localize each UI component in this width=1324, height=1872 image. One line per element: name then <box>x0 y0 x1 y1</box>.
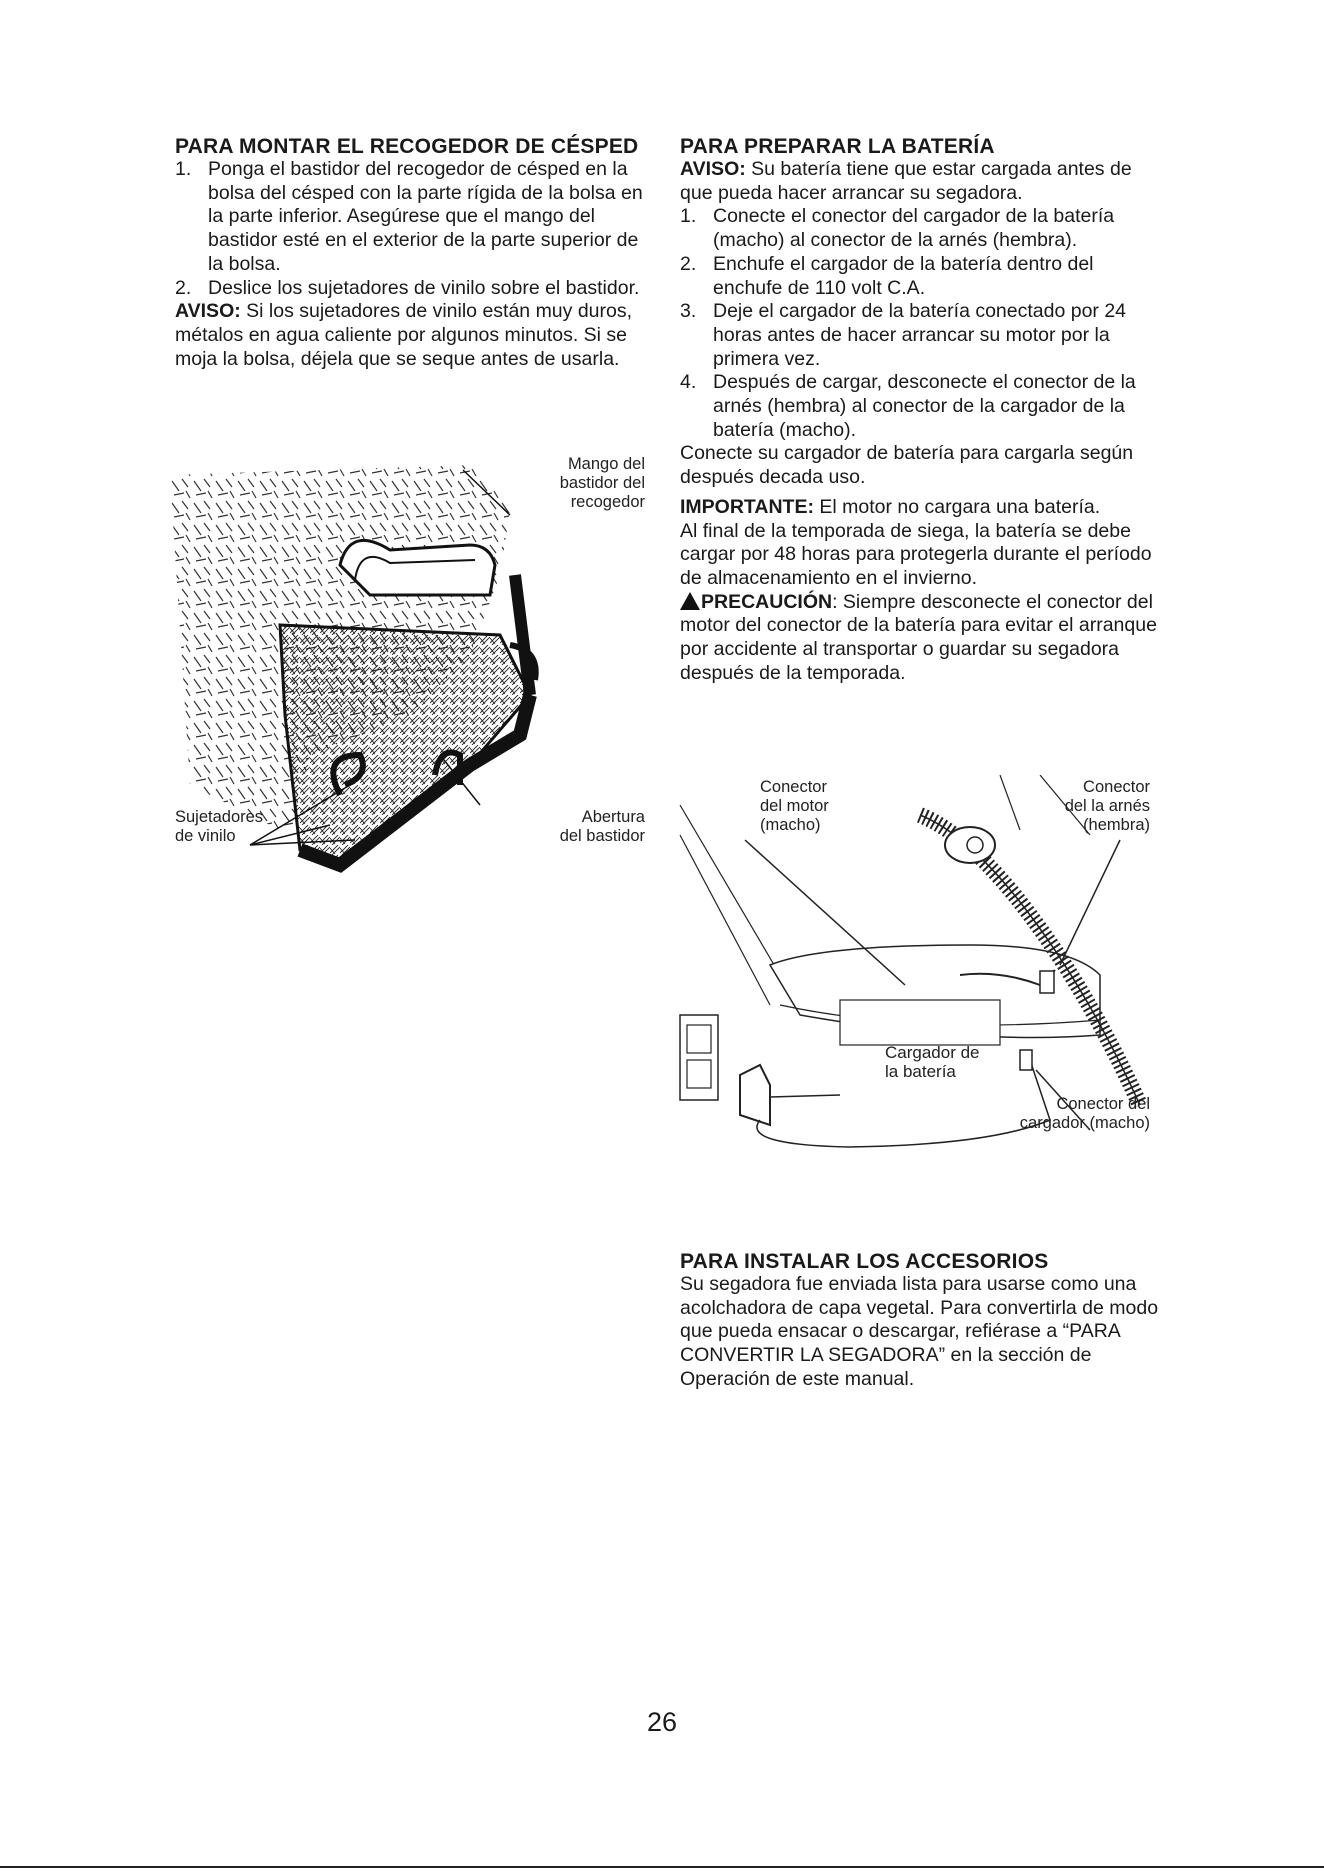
battery-notice: AVISO: Su batería tiene que estar cargada antes de que pueda hacer arrancar su segadora. <box>680 158 1132 204</box>
list-item: 4. Después de cargar, desconecte el conector de la arnés (hembra) al conector de la cargador de la batería (macho). <box>680 371 1136 441</box>
grass-catcher-notice: AVISO: Si los sujetadores de vinilo están muy duros, métalos en agua caliente por algunos minutos. Si se moja la bolsa, déjela que se seque antes de usarla. <box>175 300 633 370</box>
list-item: 1. Conecte el conector del cargador de la batería (macho) al conector de la arnés (hembra). <box>680 205 1115 252</box>
grass-catcher-steps <box>175 158 655 300</box>
accessories-text: Su segadora fue enviada lista para usarse como una acolchadora de capa vegetal. Para convertirla de modo que pueda ensacar o descargar, refiérase a “PARA CONVERTIR LA SEGADORA” en la sección de Operación de este manual. <box>680 1273 1159 1390</box>
right-column <box>680 135 1160 685</box>
handle-label: Mango del bastidor del recogedor <box>559 455 645 511</box>
charge-after-use-text: Conecte su cargador de batería para cargarla según después decada uso. <box>680 442 1134 489</box>
battery-charger-label: Cargador de la batería <box>885 1043 980 1081</box>
list-item: 2. Enchufe el cargador de la batería dentro del enchufe de 110 volt C.A. <box>680 252 1094 299</box>
accessories-section <box>680 1250 1160 1392</box>
battery-heading: PARA PREPARAR LA BATERÍA <box>680 135 995 158</box>
list-item: 3. Deje el cargador de la batería conectado por 24 horas antes de hacer arrancar su motor por la primera vez. <box>680 300 1127 370</box>
warning-icon <box>680 592 700 610</box>
important-note: IMPORTANTE: El motor no cargara una batería. <box>680 495 1101 518</box>
vinyl-clips-label: Sujetadores de vinilo <box>175 808 264 845</box>
battery-charger-figure <box>670 775 1160 1150</box>
left-column <box>175 135 655 371</box>
charger-connector-label: Conector del cargador (macho) <box>1019 1095 1150 1132</box>
page-number: 26 <box>646 1707 678 1737</box>
accessories-heading: PARA INSTALAR LOS ACCESORIOS <box>680 1250 1049 1273</box>
winter-storage-text: Al final de la temporada de siega, la batería se debe cargar por 48 horas para protegerla durante el período de almacenamiento en el invierno. <box>680 519 1152 589</box>
battery-steps <box>680 205 1160 442</box>
bottom-rule <box>0 1866 1324 1868</box>
harness-connector-label: Conector del la arnés (hembra) <box>1064 778 1150 834</box>
list-item: 2. Deslice los sujetadores de vinilo sobre el bastidor. <box>175 276 640 299</box>
list-item: 1. Ponga el bastidor del recogedor de césped en la bolsa del césped con la parte rígida de la bolsa en la parte inferior. Asegúrese que el mango del bastidor esté en el exterior de la parte superior de la bolsa. <box>175 158 643 275</box>
grass-catcher-heading: PARA MONTAR EL RECOGEDOR DE CÉSPED <box>175 135 639 158</box>
motor-connector-label: Conector del motor (macho) <box>760 778 829 834</box>
caution-note: PRECAUCIÓN: Siempre desconecte el conector del motor del conector de la batería para evitar el arranque por accidente al transportar o guardar su segadora después de la temporada. <box>680 590 1157 684</box>
frame-opening-label: Abertura del bastidor <box>559 808 645 845</box>
grass-catcher-figure <box>170 455 650 895</box>
